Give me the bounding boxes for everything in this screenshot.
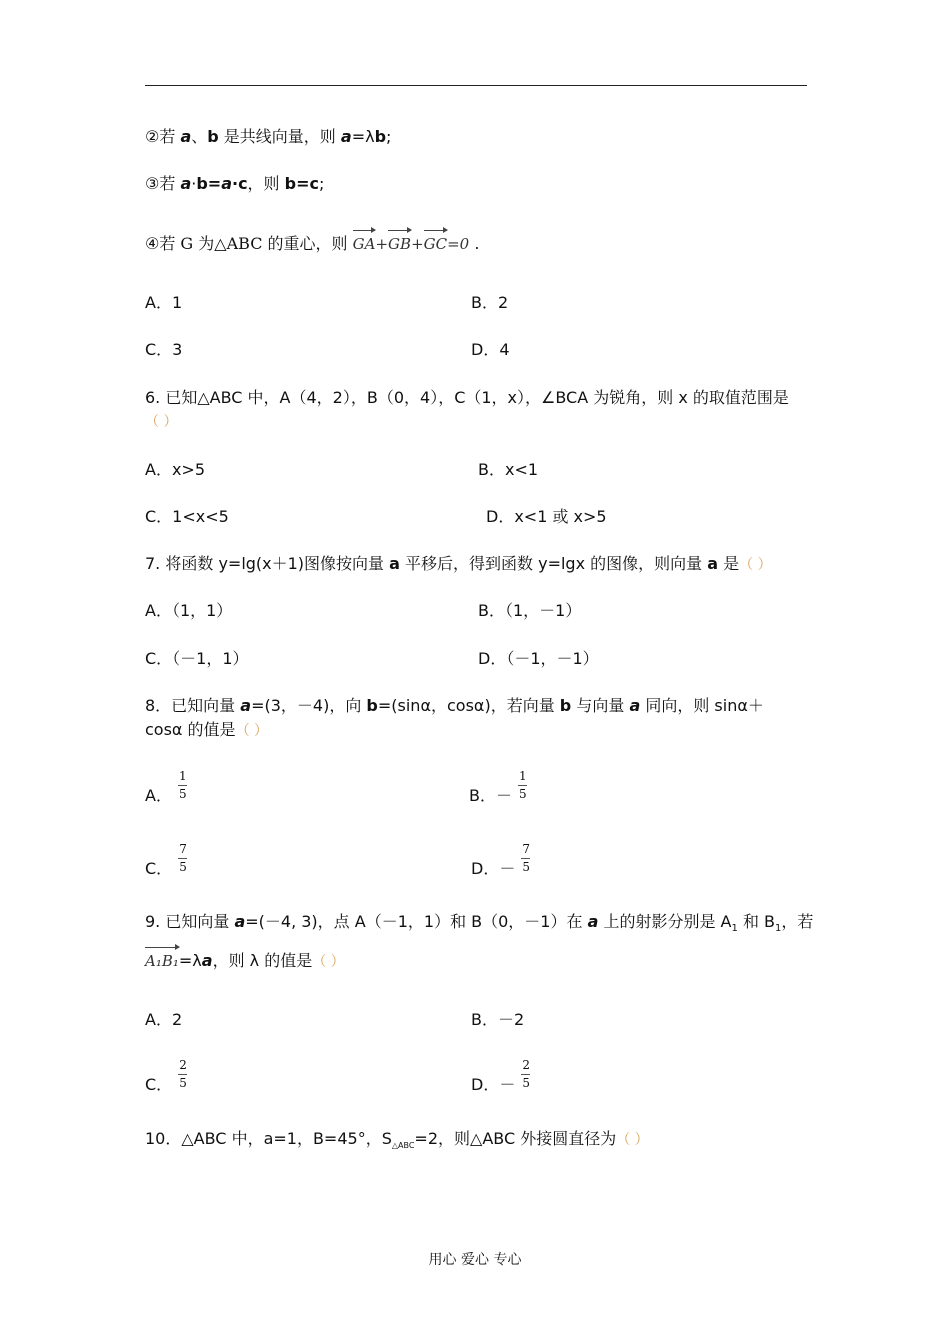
q7-stem: 7. 将函数 y=lg(x＋1)图像按向量 a 平移后，得到函数 y=lgx 的图像，则向量 a 是（ ）	[145, 554, 772, 573]
q9-stem-line1: 9. 已知向量 a=(－4, 3)，点 A（－1，1）和 B（0，－1）在 a 上的射影分别是 $A_1$ 和 $B_1$，若	[145, 912, 814, 935]
statement-4: ④若 G 为△ABC 的重心，则 GA+ GB+ GC=0 .	[145, 234, 479, 254]
q6-answer-paren: （ ）	[145, 414, 178, 430]
q10-answer-paren: （ ）	[616, 1132, 649, 1148]
q9-option-d: D．－ $\frac{2}{5}$	[471, 1059, 533, 1095]
q6-option-a: A．x>5	[145, 460, 206, 479]
q9-option-c: C． $\frac{2}{5}$	[145, 1059, 190, 1095]
q9-stem-line2: A₁B₁=λa，则 λ 的值是（ ）	[145, 951, 345, 972]
q6-option-d: D．x<1 或 x>5	[486, 507, 607, 526]
q7-option-a: A．（1，1）	[145, 601, 233, 620]
vector-gc: GC	[424, 234, 447, 254]
vector-ga: GA	[353, 234, 376, 254]
q5-option-b: B．2	[471, 293, 509, 312]
vector-a1b1: A₁B₁	[145, 951, 179, 971]
q8-option-c: C． $\frac{7}{5}$	[145, 843, 190, 879]
page-footer: 用心 爱心 专心	[428, 1252, 522, 1268]
fraction: $\frac{2}{5}$	[179, 1058, 187, 1090]
q9-option-a: A．2	[145, 1010, 183, 1029]
q7-option-b: B．（1，－1）	[478, 601, 582, 620]
statement-2: ②若 a、b 是共线向量，则 a=λb;	[145, 127, 392, 146]
q8-answer-paren: （ ）	[235, 723, 269, 739]
q6-option-c: C．1<x<5	[145, 507, 229, 526]
q5-option-c: C．3	[145, 340, 183, 359]
fraction: $\frac{1}{5}$	[178, 769, 187, 801]
q8-option-a: A． $\frac{1}{5}$	[145, 770, 190, 806]
statement-3: ③若 a·b=a·c，则 b=c;	[145, 174, 325, 193]
q9-option-b: B．－2	[471, 1010, 525, 1029]
q7-answer-paren: （ ）	[739, 557, 772, 573]
q8-stem-line2: cosα 的值是（ ）	[145, 720, 269, 739]
q8-option-b: B．－ $\frac{1}{5}$	[469, 770, 530, 806]
header-rule	[145, 85, 807, 86]
fraction: $\frac{1}{5}$	[518, 769, 527, 801]
q7-option-d: D．（－1，－1）	[478, 649, 599, 668]
fraction: $\frac{7}{5}$	[179, 842, 187, 874]
q8-option-d: D．－ $\frac{7}{5}$	[471, 843, 533, 879]
q7-option-c: C．（－1，1）	[145, 649, 249, 668]
q6-option-b: B．x<1	[478, 460, 539, 479]
q10-stem: 10．△ABC 中，a=1，B=45°，$S_{\triangle ABC}=2$，则△ABC 外接圆直径为（ ）	[145, 1129, 649, 1151]
fraction: $\frac{7}{5}$	[522, 842, 530, 874]
fraction: $\frac{2}{5}$	[522, 1058, 530, 1090]
q6-stem: 6. 已知△ABC 中，A（4，2），B（0，4），C（1，x），∠BCA 为锐角，则 x 的取值范围是	[145, 388, 789, 407]
q5-option-a: A．1	[145, 293, 183, 312]
q5-option-d: D．4	[471, 340, 510, 359]
vector-gb: GB	[388, 234, 411, 254]
q8-stem-line1: 8．已知向量 a=(3，－4)，向 b=(sinα，cosα)，若向量 b 与向量 a 同向，则 sinα＋	[145, 696, 764, 715]
q9-answer-paren: （ ）	[312, 954, 345, 970]
